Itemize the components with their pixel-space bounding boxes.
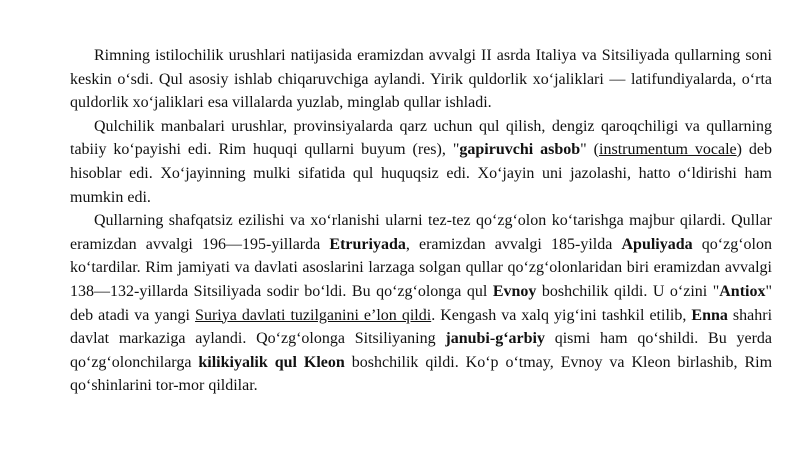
paragraph-text: " ( <box>580 141 600 159</box>
bold-term: Apuliyada <box>621 235 693 253</box>
bold-term: Enna <box>691 306 728 324</box>
paragraph-text: " deb atadi va yangi <box>70 282 773 324</box>
paragraph-text: qismi ham qo‘shildi. Bu yerda qo‘zg‘olonchilarga <box>70 330 772 371</box>
paragraph-text: boshchilik qildi. Ko‘p o‘tmay, Evnoy va Kleon birlashib, Rim qo‘shinlarini tor-mor qildilar. <box>70 353 773 395</box>
bold-term: gapiruvchi asbob <box>459 141 581 159</box>
underlined-term: instrumentum vocale <box>599 141 737 159</box>
paragraph-text: shahri davlat markaziga aylandi. Qo‘zg‘olonga Sitsiliyaning <box>70 306 773 348</box>
bold-term: janubi-g‘arbiy <box>445 330 545 348</box>
paragraph-text: . Kengash va xalq yig‘ini tashkil etilib, <box>431 306 692 324</box>
paragraph-3 <box>70 209 772 398</box>
paragraph-text: ) deb hisoblar edi. Xo‘jayinning mulki sifatida qul huquqsiz edi. Xo‘jayin uni jazolashi, hatto o‘ldirishi ham mumkin edi. <box>70 141 773 206</box>
paragraph-text: Rimning istilochilik urushlari natijasida eramizdan avvalgi II asrda Italiya va Sitsiliyada qullarning soni keskin o‘sdi. Qul asosiy ishlab chiqaruvchiga aylandi. Yirik quldorlik xo‘jaliklari — latifundiyalarda, o‘rta quldorlik xo‘jaliklari esa villalarda yuzlab, minglab qullar ishladi. <box>70 47 772 112</box>
underlined-term: Suriya davlati tuzilganini e’lon qildi <box>195 306 432 324</box>
bold-term: kilikiyalik qul Kleon <box>198 353 345 371</box>
paragraph-text: Qulchilik manbalari urushlar, provinsiyalarda qarz uchun qul qilish, dengiz qaroqchiligi va qullarning tabiiy ko‘payishi edi. Rim huquqi qullarni buyum (res), " <box>70 117 772 159</box>
paragraph-text: , eramizdan avvalgi 185-yilda <box>405 235 622 253</box>
paragraph-text: qo‘zg‘olon ko‘tardilar. Rim jamiyati va davlati asoslarini larzaga solgan qullar qo‘zg‘olonlaridan biri eramizdan avvalgi 138—132-yillarda Sitsiliyada sodir bo‘ldi. Bu qo‘zg‘olonga qul <box>70 235 772 300</box>
paragraph-2 <box>70 115 772 209</box>
paragraph-1 <box>70 44 772 115</box>
bold-term: Antiox <box>719 282 766 300</box>
paragraph-text: boshchilik qildi. U o‘zini " <box>536 282 720 300</box>
bold-term: Evnoy <box>492 282 537 300</box>
bold-term: Etruriyada <box>329 235 406 253</box>
paragraph-text: Qullarning shafqatsiz ezilishi va xo‘rlanishi ularni tez-tez qo‘zg‘olon ko‘tarishga majbur qilardi. Qullar eramizdan avvalgi 196—195-yillarda <box>70 212 772 253</box>
